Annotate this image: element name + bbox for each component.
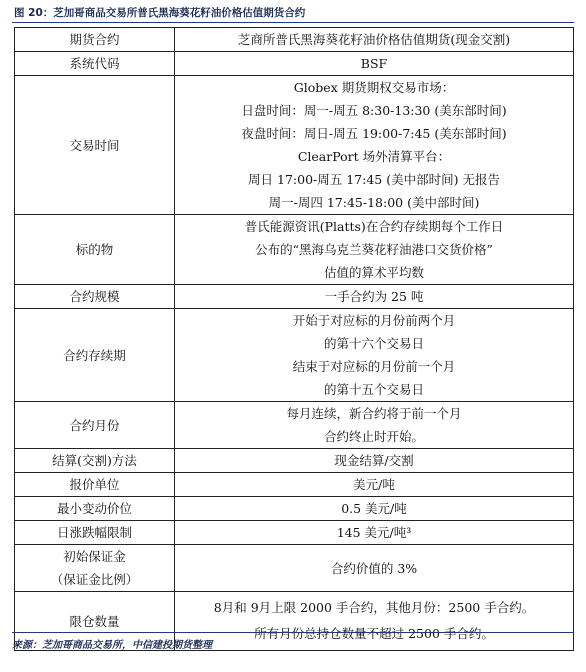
table-row-settlement-method: [15, 449, 574, 473]
table-row-contract-period: [15, 309, 574, 402]
table-row-contract-months: [15, 402, 574, 449]
row-label: 合约规模: [15, 285, 175, 309]
row-value: [175, 28, 574, 52]
row-label: 最小变动价位: [15, 497, 175, 521]
table-row-contract-size: [15, 285, 574, 309]
table-row-daily-limit: [15, 521, 574, 545]
label-line: 初始保证金: [63, 549, 126, 564]
row-label: 系统代码: [15, 52, 175, 76]
row-value: [175, 402, 574, 449]
row-value: [175, 521, 574, 545]
row-label: 合约存续期: [15, 309, 175, 402]
value-line: 的第十五个交易日: [323, 382, 424, 397]
value-line: 周一-周四 17:45-18:00 (美中部时间): [268, 195, 480, 210]
row-label: 报价单位: [15, 473, 175, 497]
row-label: 日涨跌幅限制: [15, 521, 175, 545]
value-line: 估值的算术平均数: [323, 265, 424, 280]
value-line: 一手合约为 25 吨: [324, 289, 424, 304]
value-line: 普氏能源资讯(Platts)在合约存续期每个工作日: [244, 219, 504, 234]
row-label: [15, 545, 175, 592]
value-line: 每月连续，新合约将于前一个月: [286, 406, 462, 421]
value-line: 夜盘时间：周日-周五 19:00-7:45 (美东部时间): [241, 126, 507, 141]
row-value: [175, 449, 574, 473]
row-label: 限仓数量: [15, 592, 175, 651]
row-value: [175, 592, 574, 651]
row-value: [175, 545, 574, 592]
table-row-underlying: [15, 215, 574, 285]
row-label: 交易时间: [15, 76, 175, 215]
value-line: 合约终止时开始。: [323, 429, 424, 444]
row-value: [175, 473, 574, 497]
value-line: BSF: [360, 56, 388, 71]
source-divider: [12, 632, 574, 633]
value-line: 日盘时间：周一-周五 8:30-13:30 (美东部时间): [241, 103, 507, 118]
row-value: [175, 52, 574, 76]
value-line: 145 美元/吨³: [336, 525, 412, 540]
value-line: 的第十六个交易日: [323, 336, 424, 351]
table-row-system-code: [15, 52, 574, 76]
value-line: 周日 17:00-周五 17:45 (美中部时间) 无报告: [248, 172, 500, 187]
figure-title: 图 20：芝加哥商品交易所普氏黑海葵花籽油价格估值期货合约: [14, 7, 306, 19]
value-line: ClearPort 场外清算平台：: [297, 149, 451, 164]
value-line: 结束于对应标的月份前一个月: [292, 359, 456, 374]
row-label: 期货合约: [15, 28, 175, 52]
table-row-initial-margin: [15, 545, 574, 592]
value-line: Globex 期货期权交易市场：: [293, 80, 455, 95]
table-row-price-quotation: [15, 473, 574, 497]
row-label: 结算(交割)方法: [15, 449, 175, 473]
title-divider: [12, 22, 574, 23]
value-line: 芝商所普氏黑海葵花籽油价格估值期货(现金交割): [237, 32, 511, 47]
value-line: 所有月份总持仓数量不超过 2500 手合约。: [254, 626, 494, 641]
row-value: [175, 215, 574, 285]
table-row-min-tick: [15, 497, 574, 521]
value-line: 0.5 美元/吨: [341, 501, 407, 516]
table-row-futures-contract: [15, 28, 574, 52]
row-value: [175, 309, 574, 402]
contract-spec-table: [14, 27, 574, 651]
value-line: 公布的“黑海乌克兰葵花籽油港口交货价格”: [255, 242, 493, 257]
row-label: 标的物: [15, 215, 175, 285]
row-value: [175, 285, 574, 309]
row-value: [175, 497, 574, 521]
table-row-trading-hours: [15, 76, 574, 215]
value-line: 美元/吨: [353, 477, 395, 492]
row-label: 合约月份: [15, 402, 175, 449]
label-line: （保证金比例）: [50, 572, 139, 587]
value-line: 开始于对应标的月份前两个月: [292, 313, 456, 328]
row-value: [175, 76, 574, 215]
value-line: 8月和 9月上限 2000 手合约，其他月份：2500 手合约。: [213, 600, 535, 615]
value-line: 合约价值的 3%: [330, 560, 418, 576]
source-note: 来源：芝加哥商品交易所，中信建投期货整理: [12, 640, 212, 651]
value-line: 现金结算/交割: [334, 453, 414, 468]
